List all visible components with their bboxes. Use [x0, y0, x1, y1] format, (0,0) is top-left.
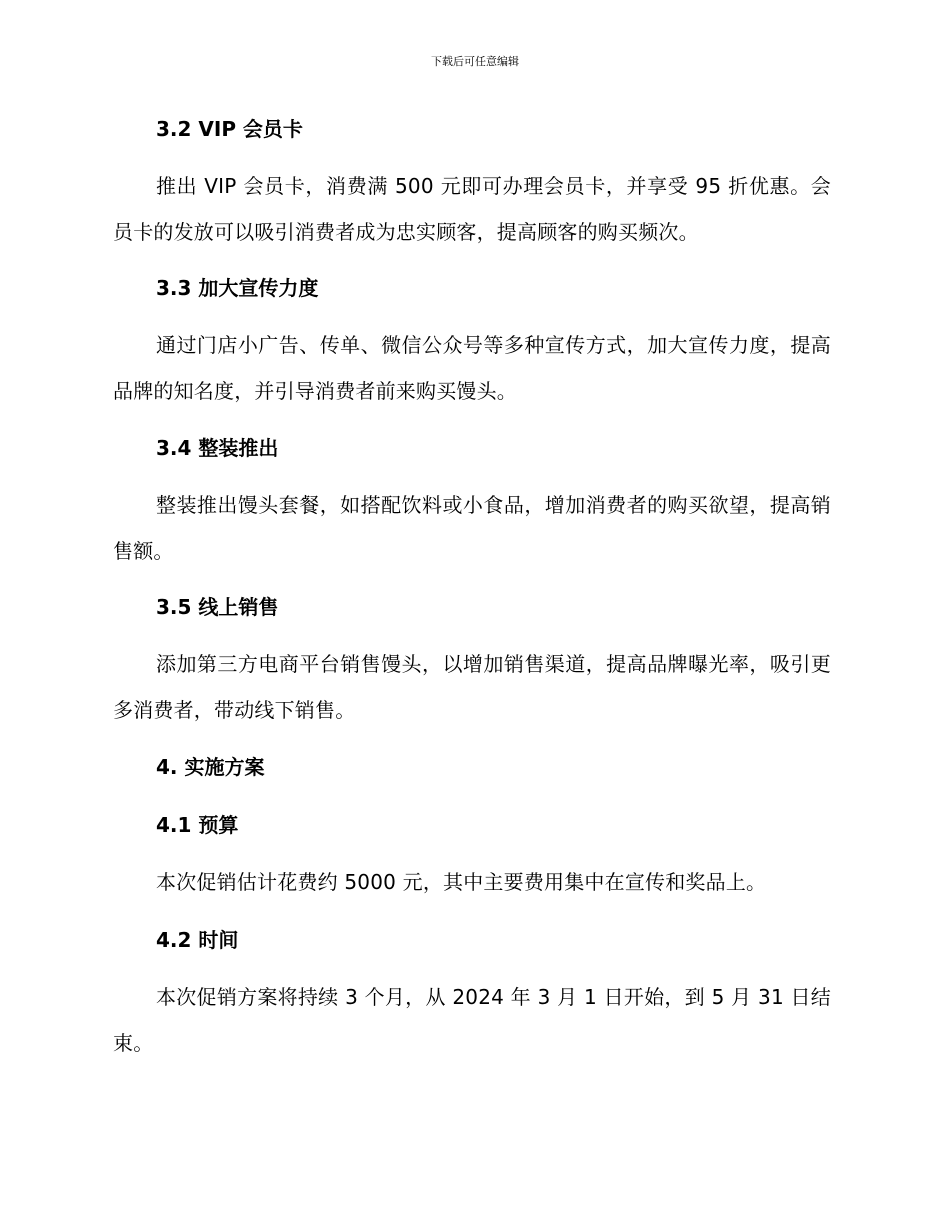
section-body-3-2: 推出 VIP 会员卡，消费满 500 元即可办理会员卡，并享受 95 折优惠。会员卡的发放可以吸引消费者成为忠实顾客，提高顾客的购买频次。 [113, 174, 831, 244]
section-heading-3-2: 3.2 VIP 会员卡 [156, 117, 303, 141]
section-body-3-3: 通过门店小广告、传单、微信公众号等多种宣传方式，加大宣传力度，提高品牌的知名度，并引导消费者前来购买馒头。 [113, 333, 831, 403]
section-body-3-5: 添加第三方电商平台销售馒头，以增加销售渠道，提高品牌曝光率，吸引更多消费者，带动线下销售。 [113, 652, 831, 722]
section-heading-4-2: 4.2 时间 [156, 928, 239, 952]
page-header-note: 下载后可任意编辑 [431, 55, 519, 68]
section-body-4-1: 本次促销估计花费约 5000 元，其中主要费用集中在宣传和奖品上。 [156, 870, 767, 894]
section-body-4-2: 本次促销方案将持续 3 个月，从 2024 年 3 月 1 日开始，到 5 月 31 日结束。 [113, 985, 831, 1055]
section-heading-4: 4. 实施方案 [156, 755, 265, 779]
section-heading-3-4: 3.4 整装推出 [156, 436, 279, 460]
section-heading-3-3: 3.3 加大宣传力度 [156, 276, 319, 300]
section-body-3-4: 整装推出馒头套餐，如搭配饮料或小食品，增加消费者的购买欲望，提高销售额。 [113, 493, 831, 563]
section-heading-4-1: 4.1 预算 [156, 813, 239, 837]
section-heading-3-5: 3.5 线上销售 [156, 595, 279, 619]
